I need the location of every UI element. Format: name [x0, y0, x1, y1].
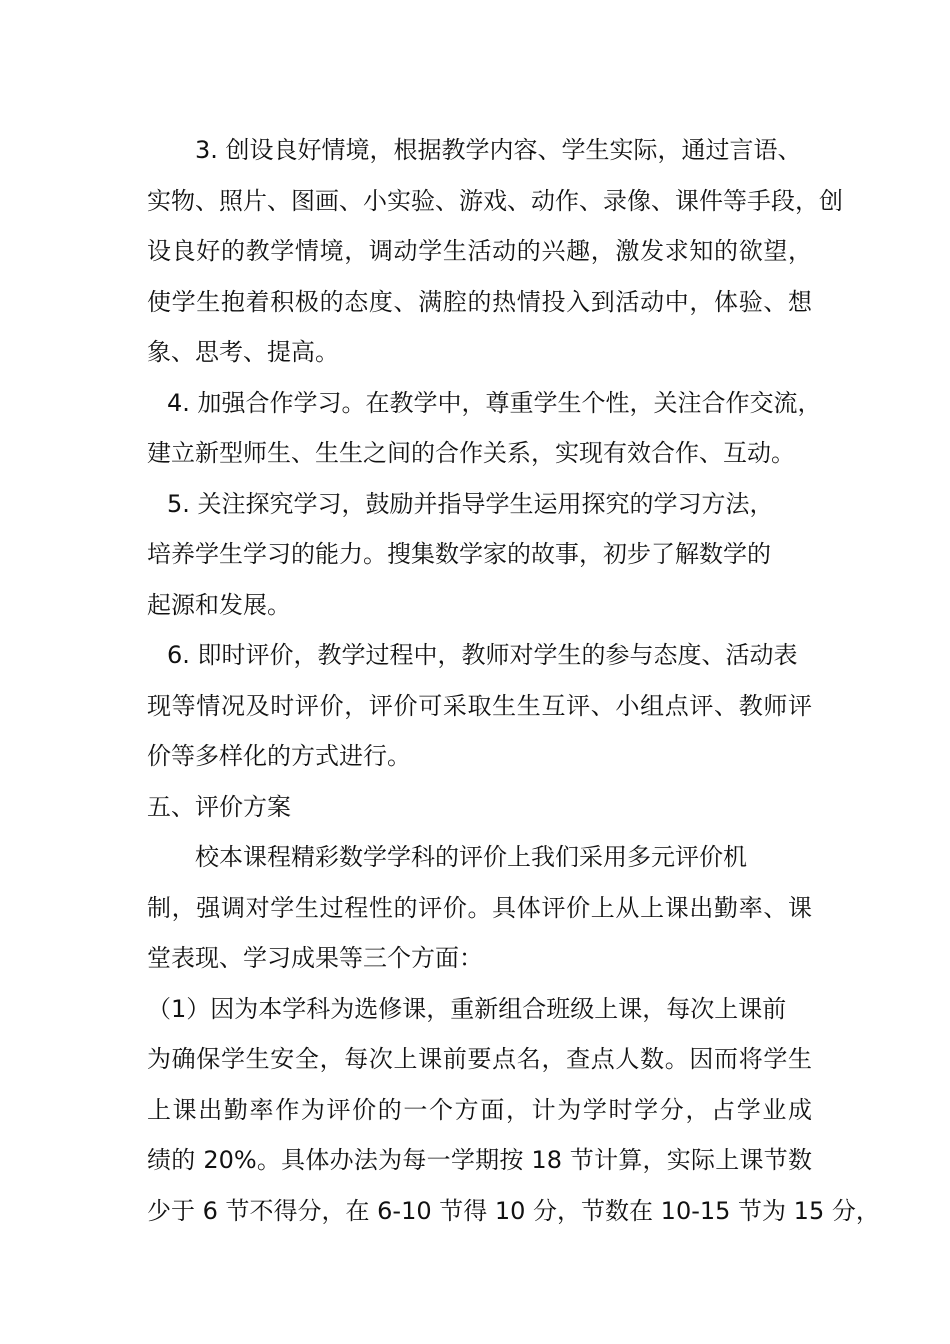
section-heading-evaluation: 五、评价方案 — [147, 792, 291, 821]
item-1-line-5: 少于 6 节不得分，在 6-10 节得 10 分，节数在 10-15 节为 15 分， — [147, 1196, 880, 1225]
paragraph-5-line-2: 培养学生学习的能力。搜集数学家的故事，初步了解数学的 — [147, 540, 771, 568]
paragraph-4-line-2: 建立新型师生、生生之间的合作关系，实现有效合作、互动。 — [147, 439, 795, 467]
paragraph-3-line-2: 实物、照片、图画、小实验、游戏、动作、录像、课件等手段，创 — [147, 186, 843, 215]
paragraph-3-line-1: 3. 创设良好情境，根据教学内容、学生实际，通过言语、 — [195, 136, 802, 164]
paragraph-6-line-1: 6. 即时评价，教学过程中，教师对学生的参与态度、活动表 — [167, 641, 798, 669]
paragraph-6-line-2: 现等情况及时评价，评价可采取生生互评、小组点评、教师评 — [147, 691, 812, 720]
item-1-line-1: （1）因为本学科为选修课，重新组合班级上课，每次上课前 — [147, 994, 787, 1023]
item-1-line-2: 为确保学生安全，每次上课前要点名，查点人数。因而将学生 — [147, 1045, 812, 1073]
item-1-line-4: 绩的 20%。具体办法为每一学期按 18 节计算，实际上课节数 — [147, 1146, 812, 1174]
paragraph-3-line-5: 象、思考、提高。 — [147, 338, 339, 366]
evaluation-paragraph-line-1: 校本课程精彩数学学科的评价上我们采用多元评价机 — [195, 843, 747, 871]
paragraph-4-line-1: 4. 加强合作学习。在教学中，尊重学生个性，关注合作交流， — [167, 388, 822, 417]
evaluation-paragraph-line-2: 制，强调对学生过程性的评价。具体评价上从上课出勤率、课 — [147, 893, 812, 922]
item-1-line-3: 上课出勤率作为评价的一个方面，计为学时学分，占学业成 — [147, 1095, 812, 1124]
paragraph-5-line-3: 起源和发展。 — [147, 590, 291, 619]
paragraph-6-line-3: 价等多样化的方式进行。 — [147, 742, 411, 770]
paragraph-3-line-3: 设良好的教学情境，调动学生活动的兴趣，激发求知的欲望， — [147, 237, 812, 265]
evaluation-paragraph-line-3: 堂表现、学习成果等三个方面： — [147, 944, 483, 972]
paragraph-3-line-4: 使学生抱着积极的态度、满腔的热情投入到活动中，体验、想 — [147, 287, 812, 316]
document-body — [147, 125, 880, 1236]
paragraph-5-line-1: 5. 关注探究学习，鼓励并指导学生运用探究的学习方法， — [167, 489, 774, 518]
